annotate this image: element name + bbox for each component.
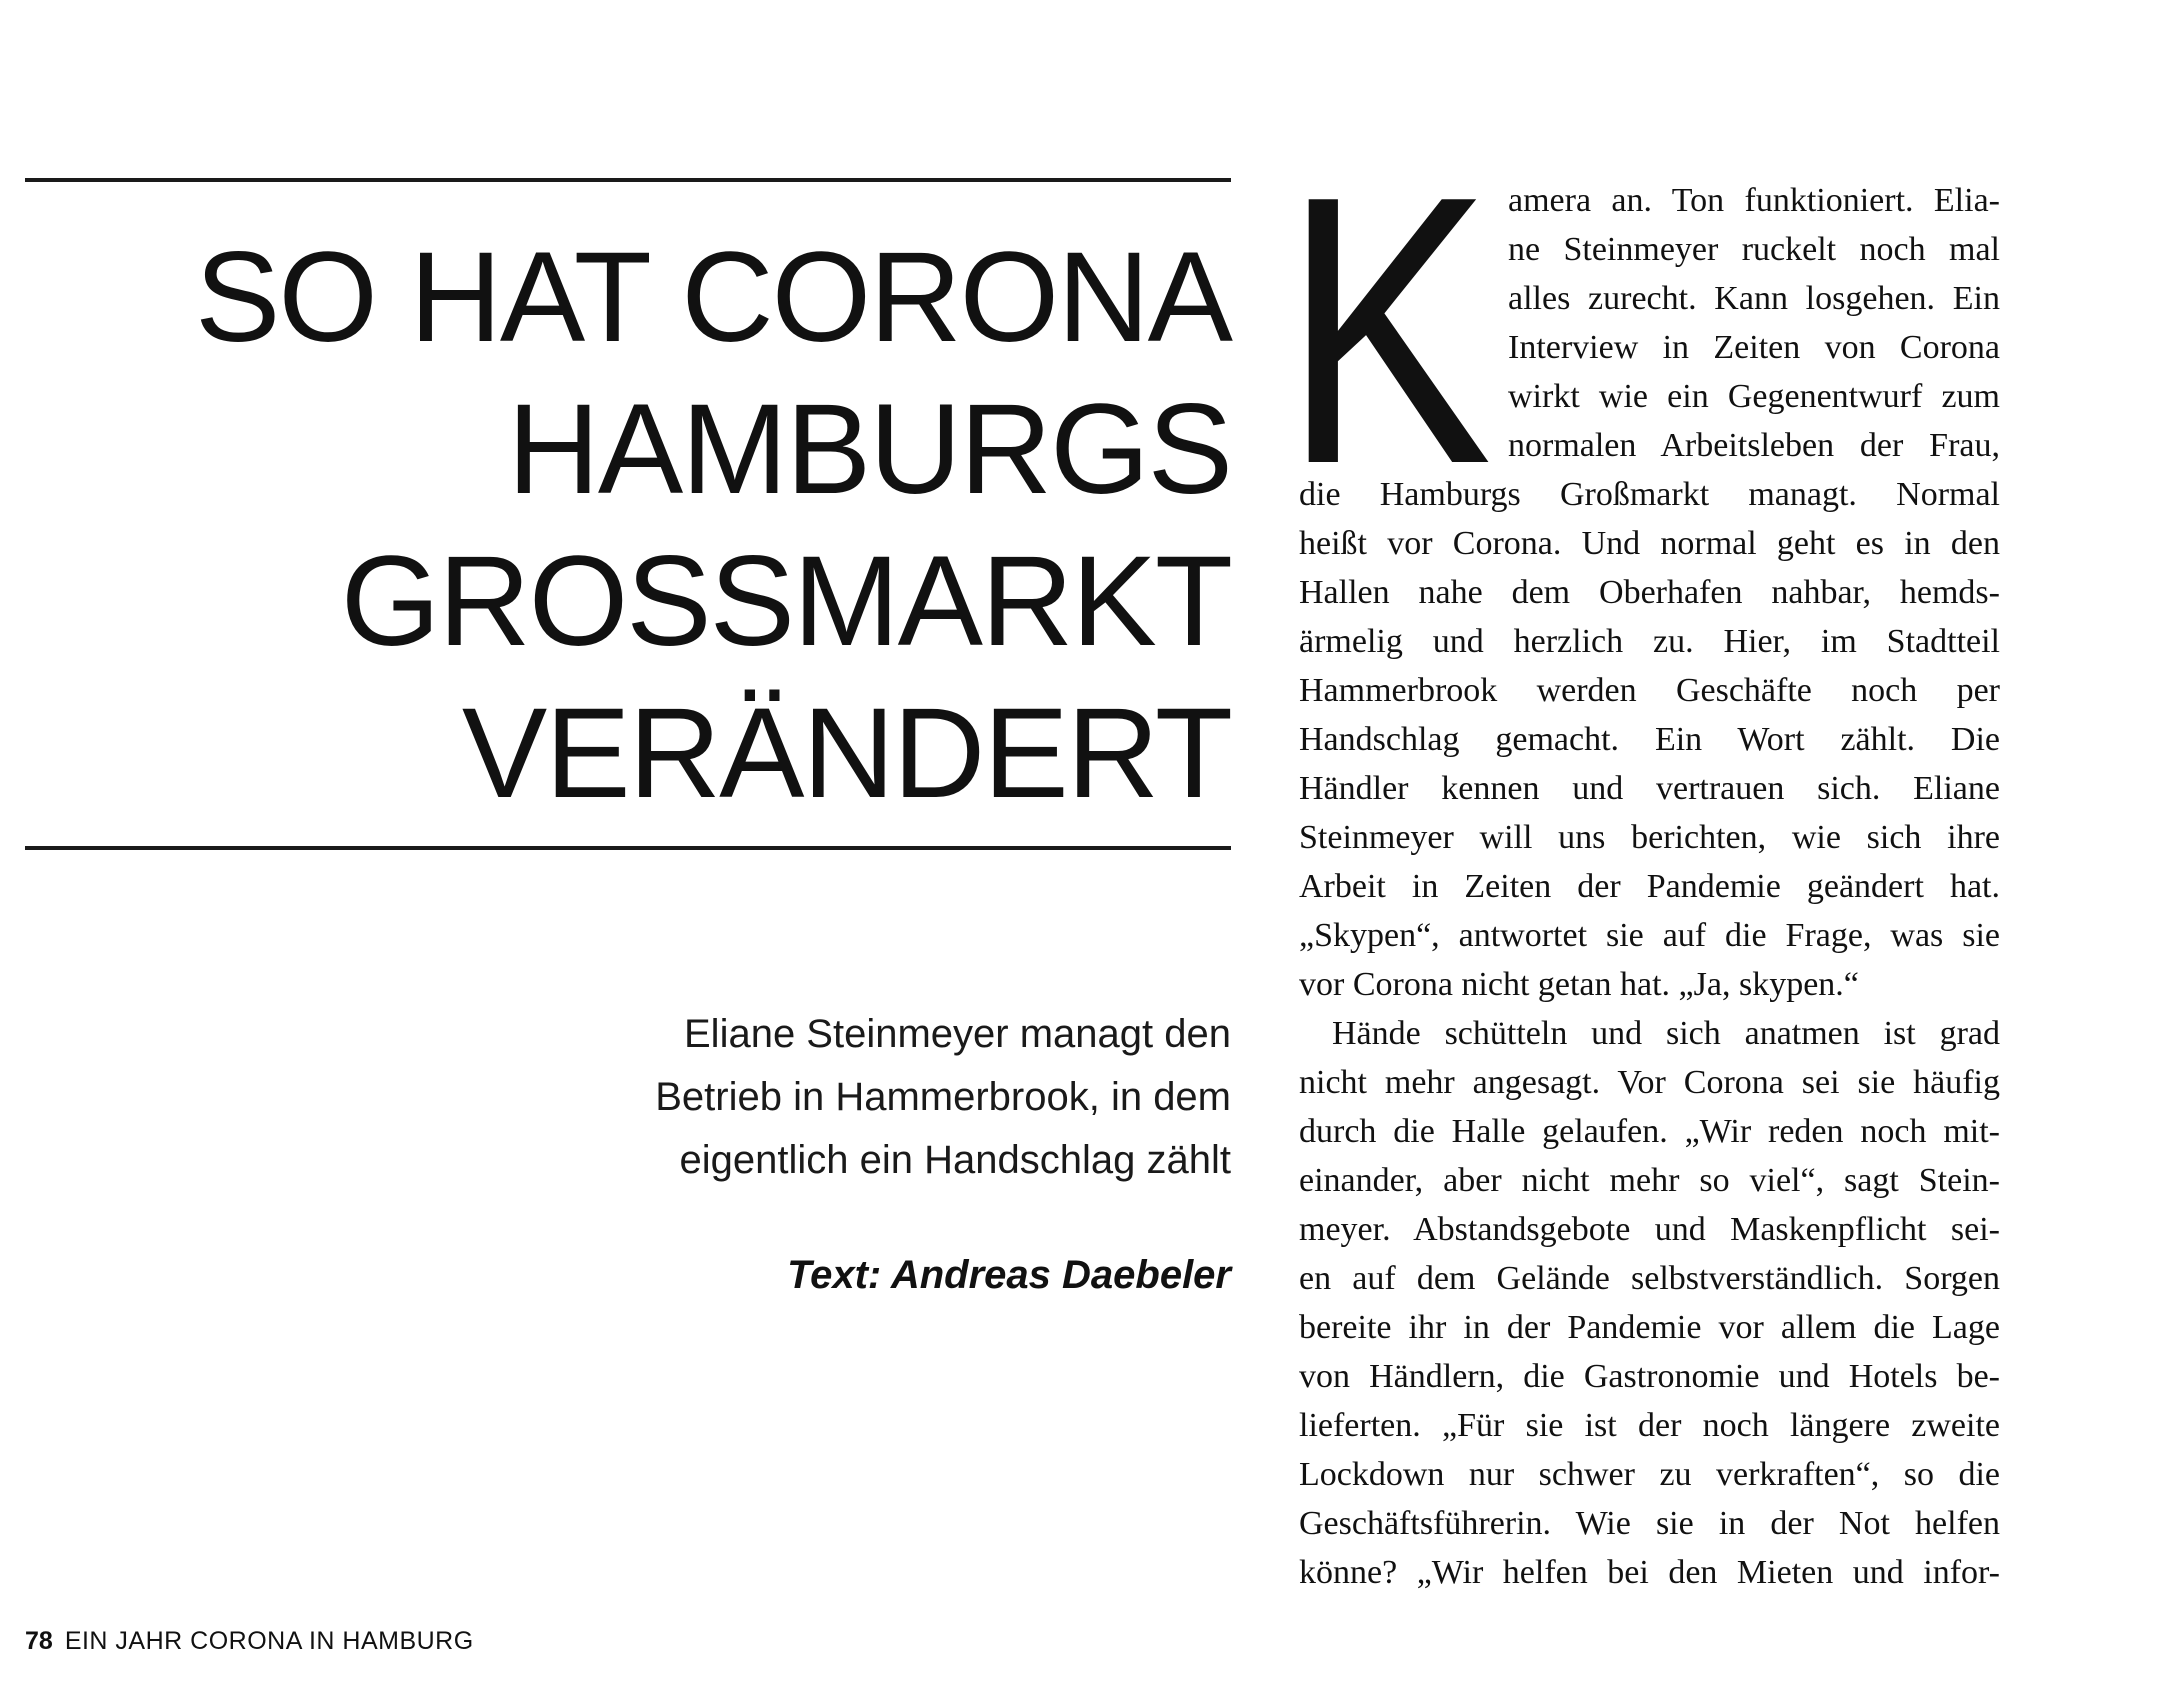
article-line: Hände schütteln und sich anatmen ist grad [1332, 1015, 2000, 1052]
article-line: Lockdown nur schwer zu verkraften“, so die [1299, 1456, 2000, 1493]
article-line: normalen Arbeitsleben der Frau, [1508, 427, 2000, 464]
article-line: Hammerbrook werden Geschäfte noch per [1299, 672, 2000, 709]
article-line: en auf dem Gelände selbstverständlich. Sorgen [1299, 1260, 2000, 1297]
page-footer [25, 1626, 474, 1656]
article-line: durch die Halle gelaufen. „Wir reden noch mit- [1299, 1113, 2000, 1150]
subtitle-line: Eliane Steinmeyer managt den [684, 1012, 1231, 1056]
article-line: die Hamburgs Großmarkt managt. Normal [1299, 476, 2000, 513]
article-line: meyer. Abstandsgebote und Maskenpflicht sei- [1299, 1211, 2000, 1248]
subtitle [25, 1003, 1231, 1192]
article-line: Händler kennen und vertrauen sich. Eliane [1299, 770, 2000, 807]
headline-top-rule [25, 178, 1231, 182]
article-line: Hallen nahe dem Oberhafen nahbar, hemds- [1299, 574, 2000, 611]
byline: Text: Andreas Daebeler [787, 1253, 1231, 1297]
article-line: Arbeit in Zeiten der Pandemie geändert hat. [1299, 868, 2000, 905]
headline-bottom-rule [25, 846, 1231, 850]
article-line: Interview in Zeiten von Corona [1508, 329, 2000, 366]
article-line: nicht mehr angesagt. Vor Corona sei sie häufig [1299, 1064, 2000, 1101]
article-line: Steinmeyer will uns berichten, wie sich ihre [1299, 819, 2000, 856]
article-line: lieferten. „Für sie ist der noch längere zweite [1299, 1407, 2000, 1444]
article-line: könne? „Wir helfen bei den Mieten und infor- [1299, 1554, 2000, 1591]
article-line: wirkt wie ein Gegenentwurf zum [1508, 378, 2000, 415]
headline-line: VERÄNDERT [461, 682, 1231, 825]
subtitle-line: eigentlich ein Handschlag zählt [679, 1138, 1231, 1182]
page-number: 78 [25, 1627, 53, 1655]
article-line: vor Corona nicht getan hat. „Ja, skypen.“ [1299, 966, 1859, 1003]
article-line: bereite ihr in der Pandemie vor allem die Lage [1299, 1309, 2000, 1346]
article-line: ärmelig und herzlich zu. Hier, im Stadtteil [1299, 623, 2000, 660]
article-line: einander, aber nicht mehr so viel“, sagt Stein- [1299, 1162, 2000, 1199]
headline-line: GROSSMARKT [340, 530, 1231, 673]
article-line: von Händlern, die Gastronomie und Hotels be- [1299, 1358, 2000, 1395]
footer-section-title: EIN JAHR CORONA IN HAMBURG [64, 1627, 474, 1655]
article-line: alles zurecht. Kann losgehen. Ein [1508, 280, 2000, 317]
article-line: Handschlag gemacht. Ein Wort zählt. Die [1299, 721, 2000, 758]
drop-cap: K [1283, 116, 1492, 543]
headline-line: SO HAT CORONA [194, 226, 1231, 369]
subtitle-line: Betrieb in Hammerbrook, in dem [655, 1075, 1231, 1119]
article-line: „Skypen“, antwortet sie auf die Frage, was sie [1299, 917, 2000, 954]
article-line: heißt vor Corona. Und normal geht es in den [1299, 525, 2000, 562]
article-line: amera an. Ton funktioniert. Elia- [1508, 182, 2000, 219]
article-line: ne Steinmeyer ruckelt noch mal [1508, 231, 2000, 268]
headline [25, 222, 1231, 830]
headline-line: HAMBURGS [507, 378, 1231, 521]
article-line: Geschäftsführerin. Wie sie in der Not helfen [1299, 1505, 2000, 1542]
